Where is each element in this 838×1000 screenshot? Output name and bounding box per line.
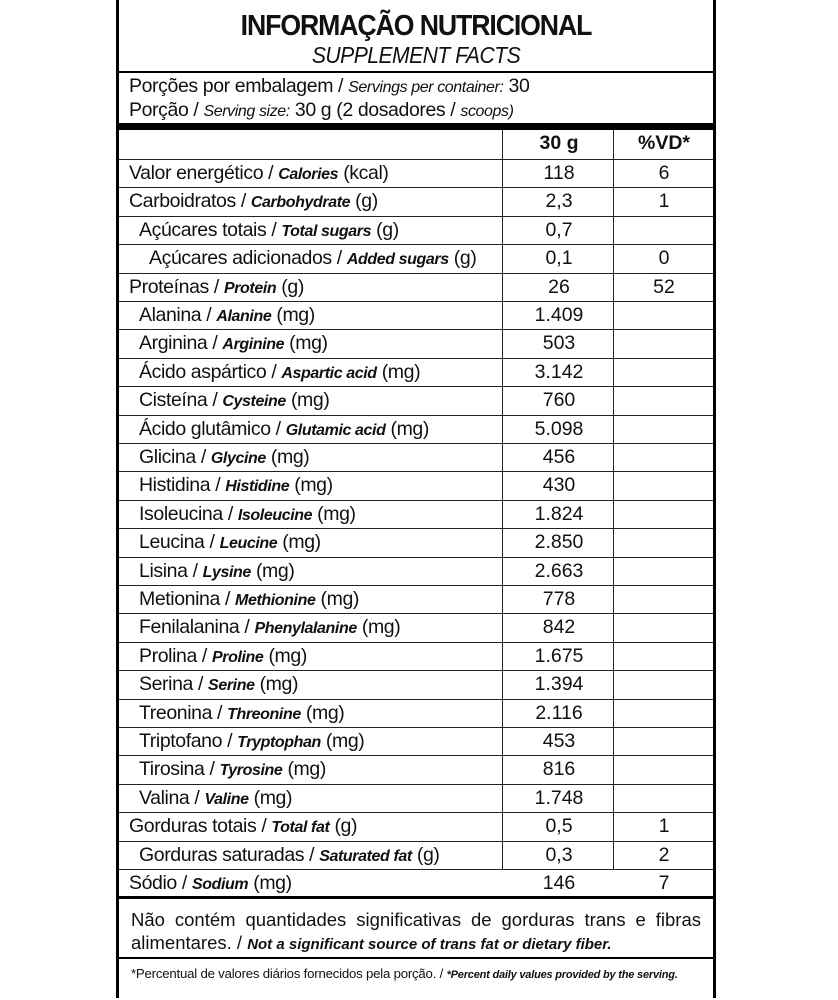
nutrient-name-pt: Gorduras saturadas /: [139, 843, 315, 866]
nutrient-row: [119, 813, 713, 841]
nutrient-label: [139, 645, 307, 668]
nutrient-amount: 1.409: [534, 304, 584, 326]
nutrient-name-pt: Alanina /: [139, 304, 212, 326]
nutrient-name-pt: Glicina /: [139, 446, 206, 468]
nutrient-name-en: Histidine: [225, 478, 290, 496]
nutrient-unit: (kcal): [343, 162, 389, 184]
nutrient-name-pt: Treonina /: [139, 701, 223, 724]
nutrient-row: [119, 302, 713, 330]
serving-size: [129, 99, 514, 122]
nutrient-name-en: Threonine: [227, 705, 301, 723]
nutrient-unit: (mg): [270, 446, 310, 468]
nutrient-name-pt: Cisteína /: [139, 389, 218, 412]
nutrient-name-en: Cysteine: [222, 393, 286, 411]
nutrient-unit: (mg): [390, 417, 429, 440]
nutrient-row: [119, 586, 713, 614]
nutrient-unit: (mg): [320, 588, 359, 610]
divider-footnote: [119, 957, 713, 959]
nutrient-label: [139, 844, 440, 867]
nutrient-name-en: Glycine: [210, 450, 266, 467]
nutrient-name-pt: Lisina /: [139, 559, 198, 582]
nutrient-row: [119, 870, 713, 898]
nutrient-label: [139, 332, 328, 355]
nutrient-name-en: Total fat: [271, 819, 330, 837]
column-header-dv: %VD*: [637, 132, 691, 154]
nutrient-name-en: Carbohydrate: [250, 194, 351, 212]
nutrient-name-pt: Leucina /: [139, 531, 215, 554]
nutrient-row: [119, 643, 713, 671]
nutrient-amount: 816: [542, 758, 576, 781]
nutrient-row: [119, 359, 713, 387]
nutrient-amount: 430: [542, 474, 576, 497]
nutrient-unit: (mg): [259, 673, 299, 696]
nutrient-name-pt: Gorduras totais /: [129, 815, 267, 838]
nutrient-name-pt: Tirosina /: [139, 758, 215, 781]
nutrient-dv: 1: [658, 190, 670, 213]
nutrient-dv: 0: [658, 247, 670, 270]
nutrient-name-en: Phenylalanine: [254, 620, 357, 638]
nutrient-unit: (g): [355, 190, 378, 213]
nutrient-label: [129, 162, 388, 185]
servings-per-container-value: 30: [508, 75, 530, 97]
nutrient-amount: 146: [542, 872, 576, 894]
nutrient-unit: (g): [453, 247, 477, 270]
nutrient-row: [119, 274, 713, 302]
nutrient-label: [139, 616, 400, 639]
nutrient-unit: (mg): [305, 701, 345, 724]
nutrient-label: [139, 474, 333, 497]
nutrient-row: [119, 558, 713, 586]
nutrient-name-en: Leucine: [219, 535, 278, 553]
nutrient-name-pt: Sódio /: [129, 872, 187, 894]
nutrient-row: [119, 444, 713, 472]
nutrient-row: [119, 416, 713, 444]
nutrient-name-en: Total sugars: [281, 222, 372, 240]
nutrient-label: [139, 219, 399, 242]
nutrition-facts-panel: [116, 0, 716, 998]
nutrient-amount: 503: [542, 332, 576, 355]
nutrient-row: [119, 330, 713, 358]
nutrient-amount: 3.142: [534, 360, 584, 383]
nutrient-name-en: Methionine: [235, 592, 316, 609]
servings-per-container-en: Servings per container:: [348, 79, 504, 96]
nutrient-amount: 456: [542, 446, 576, 468]
divider-thick: [119, 123, 713, 130]
nutrient-name-en: Aspartic acid: [281, 364, 377, 382]
nutrient-label: [139, 389, 329, 412]
nutrient-dv: 2: [658, 843, 670, 866]
nutrient-name-en: Isoleucine: [237, 506, 313, 524]
nutrient-amount: 0,3: [545, 843, 573, 866]
nutrient-amount: 2.663: [534, 559, 584, 582]
nutrient-label: [139, 361, 420, 384]
servings-per-container-pt: Porções por embalagem /: [129, 75, 344, 97]
nutrient-row: [119, 842, 713, 870]
nutrient-unit: (mg): [282, 531, 321, 554]
nutrient-dv: 6: [658, 162, 670, 184]
footnote-pt: *Percentual de valores diários fornecidos pela porção. /: [131, 966, 444, 981]
nutrient-amount: 778: [542, 588, 576, 610]
nutrient-name-en: Glutamic acid: [285, 421, 386, 439]
nutrient-name-pt: Arginina /: [139, 332, 218, 355]
nutrient-label: [139, 503, 356, 526]
nutrient-row: [119, 614, 713, 642]
nutrient-label: [129, 872, 292, 895]
nutrient-name-pt: Serina /: [139, 673, 204, 696]
nutrient-row: [119, 785, 713, 813]
nutrient-amount: 0,7: [545, 218, 573, 241]
nutrient-name-pt: Valina /: [139, 786, 200, 809]
nutrient-amount: 760: [542, 389, 576, 412]
nutrient-name-en: Sodium: [191, 876, 249, 893]
nutrient-name-pt: Valor energético /: [129, 162, 274, 184]
nutrient-row: [119, 472, 713, 500]
serving-size-en: Serving size:: [203, 103, 290, 120]
nutrient-name-en: Valine: [204, 790, 249, 808]
trans-fat-statement: [131, 908, 701, 956]
nutrient-unit: (g): [416, 843, 440, 866]
nutrient-name-pt: Metionina /: [139, 588, 230, 610]
nutrient-name-en: Protein: [223, 279, 277, 297]
nutrient-name-pt: Isoleucina /: [139, 502, 233, 525]
nutrient-unit: (g): [376, 218, 399, 241]
nutrient-row: [119, 387, 713, 415]
nutrient-row: [119, 700, 713, 728]
nutrient-name-pt: Açúcares adicionados /: [149, 247, 342, 270]
footnote-en: *Percent daily values provided by the serving.: [446, 969, 678, 981]
label-title: INFORMAÇÃO NUTRICIONAL: [240, 10, 592, 42]
nutrient-amount: 2.850: [534, 531, 584, 554]
statement-en: Not a significant source of trans fat or dietary fiber.: [247, 936, 612, 953]
nutrient-name-pt: Prolina /: [139, 644, 207, 667]
servings-per-container: [129, 75, 529, 98]
nutrient-label: [139, 730, 364, 753]
nutrient-amount: 1.394: [534, 673, 584, 696]
nutrient-amount: 118: [543, 162, 575, 184]
nutrient-row: [119, 756, 713, 784]
nutrient-name-pt: Triptofano /: [139, 730, 233, 752]
nutrient-amount: 5.098: [534, 417, 584, 440]
nutrient-amount: 453: [542, 730, 576, 752]
nutrient-name-en: Added sugars: [346, 251, 449, 269]
nutrient-row: [119, 529, 713, 557]
nutrient-name-en: Saturated fat: [319, 847, 412, 865]
nutrient-row: [119, 160, 713, 188]
nutrient-unit: (mg): [294, 474, 333, 497]
nutrient-name-en: Lysine: [202, 563, 251, 581]
nutrient-name-pt: Ácido aspártico /: [139, 360, 277, 383]
nutrient-unit: (mg): [290, 389, 330, 412]
serving-size-pt: Porção /: [129, 99, 199, 121]
nutrient-amount: 1.824: [534, 502, 584, 525]
nutrient-label: [139, 560, 294, 583]
nutrient-name-en: Tryptophan: [237, 734, 321, 751]
column-header-amount: 30 g: [539, 132, 579, 154]
nutrient-name-pt: Fenilalanina /: [139, 616, 250, 639]
nutrient-amount: 0,5: [545, 815, 573, 838]
nutrient-dv: 7: [658, 872, 670, 894]
nutrient-label: [139, 304, 315, 327]
nutrient-dv: 52: [653, 275, 675, 298]
nutrient-unit: (mg): [381, 360, 421, 383]
nutrient-unit: (mg): [268, 644, 307, 667]
nutrient-name-pt: Histidina /: [139, 474, 221, 497]
nutrient-name-pt: Ácido glutâmico /: [139, 417, 281, 440]
nutrient-row: [119, 671, 713, 699]
nutrient-unit: (mg): [325, 730, 365, 752]
nutrient-name-en: Proline: [211, 648, 264, 666]
nutrient-unit: (mg): [287, 758, 326, 781]
nutrient-amount: 1.675: [534, 644, 584, 667]
nutrient-unit: (g): [281, 275, 304, 298]
nutrient-dv: 1: [658, 815, 670, 838]
nutrient-name-en: Tyrosine: [219, 762, 283, 780]
nutrient-unit: (mg): [317, 502, 356, 525]
nutrient-label: [129, 276, 304, 299]
nutrient-label: [139, 588, 359, 611]
nutrient-label: [139, 418, 429, 441]
nutrient-amount: 0,1: [545, 247, 573, 270]
nutrient-amount: 2.116: [535, 701, 583, 724]
serving-size-value: 30 g (2 dosadores /: [294, 99, 456, 121]
serving-size-scoops: scoops): [460, 103, 514, 120]
nutrient-label: [139, 446, 309, 469]
nutrient-amount: 842: [542, 616, 576, 639]
nutrient-name-en: Arginine: [222, 336, 285, 354]
nutrient-label: [149, 247, 476, 270]
nutrient-amount: 26: [548, 275, 570, 298]
nutrient-unit: (g): [334, 815, 358, 838]
nutrient-unit: (mg): [253, 872, 292, 894]
nutrient-row: [119, 501, 713, 529]
nutrient-label: [139, 702, 344, 725]
divider-bottom: [119, 896, 713, 899]
nutrient-row: [119, 217, 713, 245]
nutrient-label: [139, 787, 292, 810]
nutrient-name-pt: Proteínas /: [129, 275, 219, 298]
nutrient-unit: (mg): [361, 616, 401, 639]
nutrient-name-en: Alanine: [216, 308, 272, 325]
nutrient-amount: 2,3: [545, 190, 573, 213]
nutrient-row: [119, 188, 713, 216]
nutrient-unit: (mg): [276, 304, 315, 326]
nutrient-name-pt: Açúcares totais /: [139, 218, 277, 241]
nutrient-unit: (mg): [253, 786, 293, 809]
nutrient-name-en: Calories: [278, 166, 339, 183]
label-subtitle: SUPPLEMENT FACTS: [311, 42, 521, 68]
nutrient-label: [139, 531, 321, 554]
statement-pt: Não contém quantidades significativas de gorduras trans e fibras alimentares. /: [131, 909, 701, 953]
column-header-row: [119, 130, 713, 160]
nutrient-label: [139, 758, 326, 781]
nutrient-label: [139, 673, 298, 696]
divider-top: [119, 71, 713, 73]
nutrient-unit: (mg): [255, 559, 295, 582]
nutrient-name-pt: Carboidratos /: [129, 190, 246, 213]
nutrient-row: [119, 728, 713, 756]
nutrient-label: [129, 190, 378, 213]
nutrient-unit: (mg): [289, 332, 328, 355]
nutrient-amount: 1.748: [534, 786, 584, 809]
nutrient-name-en: Serine: [208, 677, 255, 695]
nutrient-label: [129, 815, 357, 838]
nutrient-row: [119, 245, 713, 273]
daily-value-footnote: [131, 966, 678, 981]
